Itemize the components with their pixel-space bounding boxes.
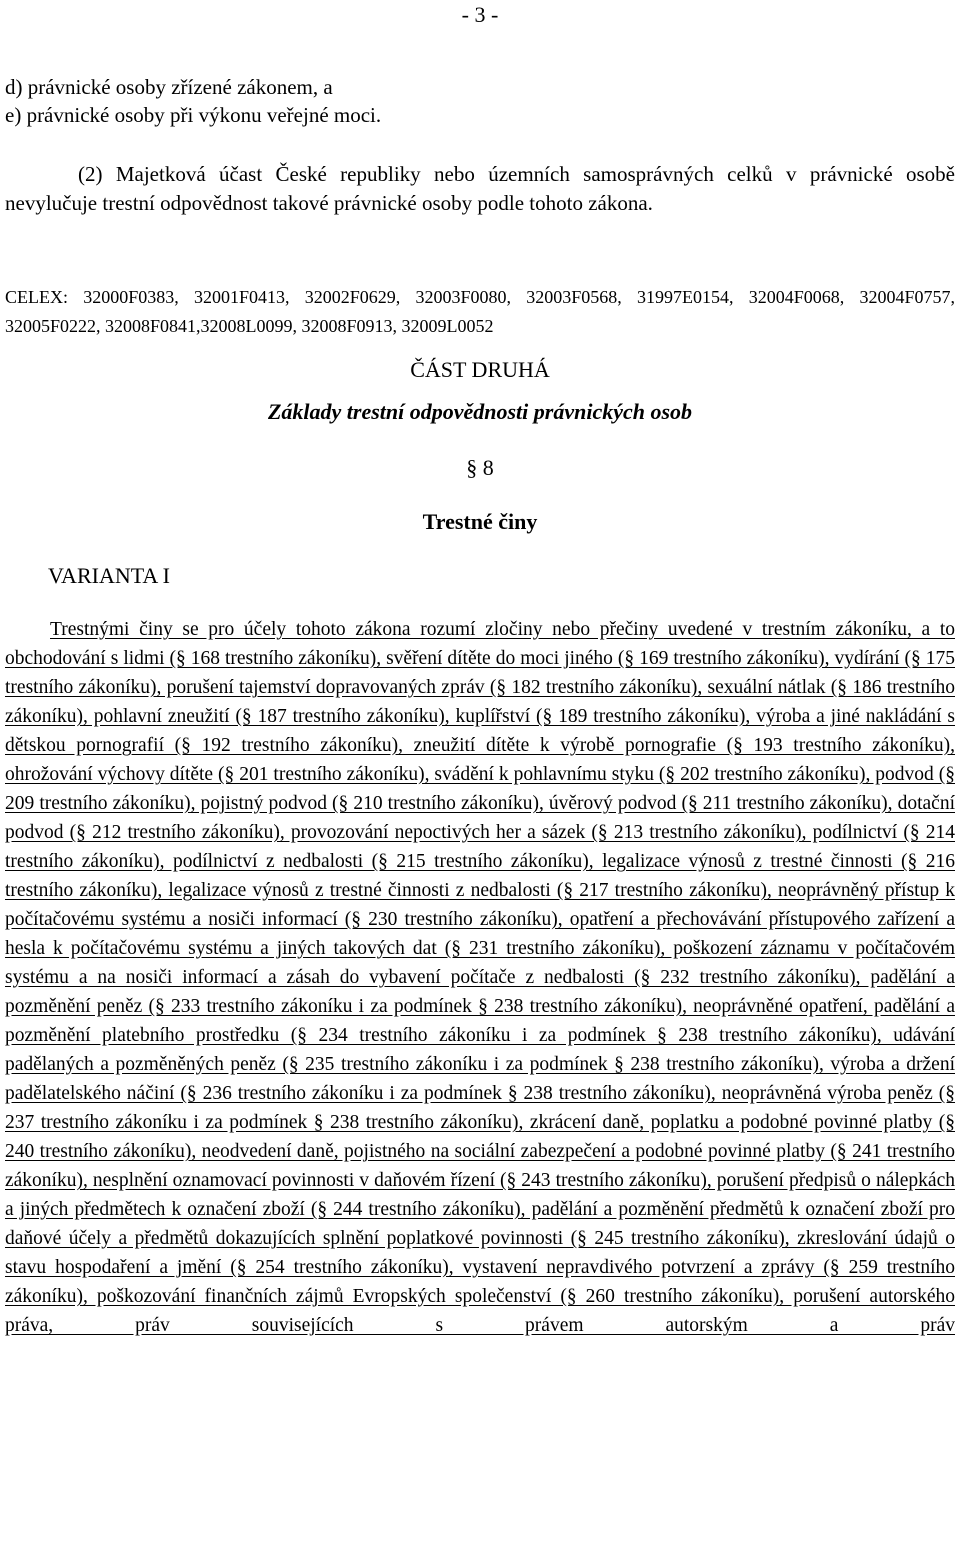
celex-references: CELEX: 32000F0383, 32001F0413, 32002F0629, 32003F0080, 32003F0568, 31997E0154, 32004F0068, 32004F0757, 32005F0222, 32008F0841,32008L0099, 32008F0913, 32009L0052	[5, 287, 955, 336]
paragraph-2-text: (2) Majetková účast České republiky nebo územních samosprávných celků v právnické osobě nevylučuje trestní odpovědnost takové právnické osoby podle tohoto zákona.	[5, 162, 955, 215]
page-number: - 3 -	[461, 2, 499, 27]
list-item-d: d) právnické osoby zřízené zákonem, a	[5, 75, 333, 99]
section-8-body-text: Trestnými činy se pro účely tohoto zákona rozumí zločiny nebo přečiny uvedené v trestním zákoníku, a to obchodování s lidmi (§ 168 trestního zákoníku), svěření dítěte do moci jiného (§ 169 trestního zákoníku), vydírání (§ 175 trestního zákoníku), porušení tajemství dopravovaných zpráv (§ 182 trestního zákoníku), sexuální nátlak (§ 186 trestního zákoníku), pohlavní zneužití (§ 187 trestního zákoníku), kuplířství (§ 189 trestního zákoníku), výroba a jiné nakládání s dětskou pornografií (§ 192 trestního zákoníku), zneužití dítěte k výrobě pornografie (§ 193 trestního zákoníku), ohrožování výchovy dítěte (§ 201 trestního zákoníku), svádění k pohlavnímu styku (§ 202 trestního zákoníku), podvod (§ 209 trestního zákoníku), pojistný podvod (§ 210 trestního zákoníku), úvěrový podvod (§ 211 trestního zákoníku), dotační podvod (§ 212 trestního zákoníku), provozování nepoctivých her a sázek (§ 213 trestního zákoníku), podílnictví (§ 214 trestního zákoníku), podílnictví z nedbalosti (§ 215 trestního zákoníku), legalizace výnosů z trestné činnosti (§ 216 trestního zákoníku), legalizace výnosů z trestné činnosti z nedbalosti (§ 217 trestního zákoníku), neoprávněný přístup k počítačovému systému a nosiči informací (§ 230 trestního zákoníku), opatření a přechovávání přístupového zařízení a hesla k počítačovému systému a jiných takových dat (§ 231 trestního zákoníku), poškození záznamu v počítačovém systému a na nosiči informací a zásah do vybavení počítače z nedbalosti (§ 232 trestního zákoníku), padělání a pozměnění peněz (§ 233 trestního zákoníku i za podmínek § 238 trestního zákoníku), neoprávněné opatření, padělání a pozměnění platebního prostředku (§ 234 trestního zákoníku i za podmínek § 238 trestního zákoníku), udávání padělaných a pozměněných peněz (§ 235 trestního zákoníku i za podmínek § 238 trestního zákoníku), výroba a držení padělatelského náčiní (§ 236 trestního zákoníku i za podmínek § 238 trestního zákoníku), neoprávněná výroba peněz (§ 237 trestního zákoníku i za podmínek § 238 trestního zákoníku), zkrácení daně, poplatku a podobné povinné platby (§ 240 trestního zákoníku), neodvedení daně, pojistného na sociální zabezpečení a podobné povinné platby (§ 241 trestního zákoníku), nesplnění oznamovací povinnosti v daňovém řízení (§ 243 trestního zákoníku), porušení předpisů o nálepkách a jiných předmětech k označení zboží (§ 244 trestního zákoníku), padělání a pozměnění předmětů k označení zboží pro daňové účely a předmětů dokazujících splnění poplatkové povinnosti (§ 245 trestního zákoníku), zkreslování údajů o stavu hospodaření a jmění (§ 254 trestního zákoníku), vystavení nepravdivého potvrzení a zprávy (§ 259 trestního zákoníku), poškozování finančních zájmů Evropských společenství (§ 260 trestního zákoníku), porušení autorského práva, práv souvisejících s právem autorským a práv	[5, 619, 955, 1336]
section-number: § 8	[466, 455, 494, 480]
section-title: Trestné činy	[422, 509, 538, 534]
paragraph-2	[5, 160, 955, 218]
section-8-body	[5, 615, 955, 1340]
part-subtitle: Základy trestní odpovědnosti právnických osob	[267, 399, 693, 424]
part-title: ČÁST DRUHÁ	[410, 357, 550, 382]
list-item-e: e) právnické osoby při výkonu veřejné moci.	[5, 103, 382, 127]
variant-label: VARIANTA I	[48, 563, 170, 588]
